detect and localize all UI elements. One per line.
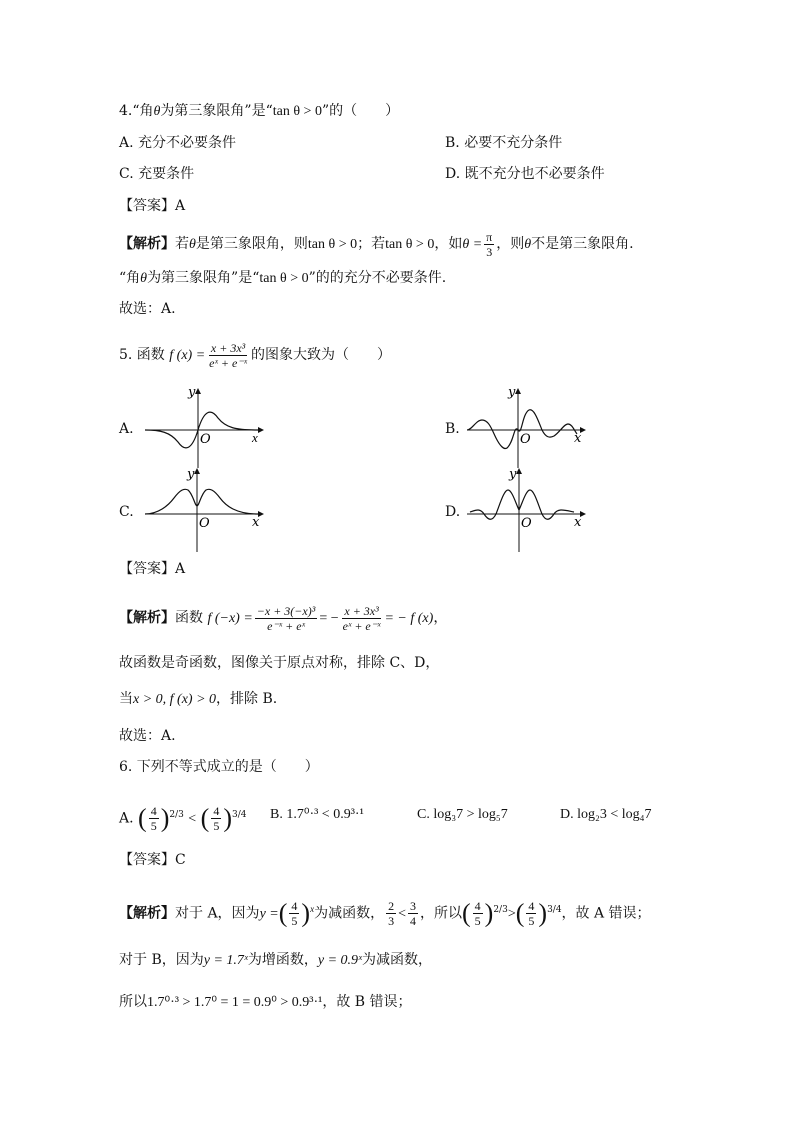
graph-d-origin: O xyxy=(521,516,532,531)
q4-option-a: A. 充分不必要条件 xyxy=(119,135,237,151)
q6-option-a: A. ( $\frac{4}{5}$ )$^{2/3}$ < ( $\frac{4}{5}$ )$^{3/4}$ xyxy=(119,803,247,834)
graph-a xyxy=(140,380,265,470)
three-fourths: $\frac{3}{4}$ xyxy=(409,899,416,929)
four-fifths: $\frac{4}{5}$ xyxy=(150,804,157,834)
four-fifths: $\frac{4}{5}$ xyxy=(291,899,298,929)
q6-option-b: B. 1.7⁰·³ < 0.9³·¹ xyxy=(270,807,364,822)
graph-b-label: B. xyxy=(445,421,460,437)
q4-option-b: B. 必要不充分条件 xyxy=(445,135,563,151)
q4-stem: 4.“角θ为第三象限角”是“tan θ > 0”的（ ） xyxy=(119,103,400,119)
q6-analysis-3: 所以1.7⁰·³ > 1.7⁰ = 1 = 0.9⁰ > 0.9³·¹，故 B 错误； xyxy=(119,994,412,1010)
graph-b-y-label: y xyxy=(508,385,516,400)
graph-a-label: A. xyxy=(119,421,134,437)
graph-d-x-label: x xyxy=(574,515,582,530)
q4-analysis-2: “角θ为第三象限角”是“tan θ > 0”的的充分不必要条件. xyxy=(119,270,447,286)
graph-b-origin: O xyxy=(520,432,531,447)
graph-c-label: C. xyxy=(119,504,134,520)
graph-d xyxy=(462,464,587,554)
q5-answer: 【答案】A xyxy=(119,561,186,577)
graph-d-y-label: y xyxy=(509,467,517,482)
q5-analysis-2: 故函数是奇函数，图像关于原点对称，排除 C、D， xyxy=(119,655,440,671)
q5-analysis-3: 当x > 0, f (x) > 0，排除 B. xyxy=(119,691,278,707)
q5-analysis-fraction-1: $\frac{\text{−x + 3(−x)³}}{\text{e⁻ˣ + eˣ}}$ xyxy=(256,603,316,633)
q4-analysis-1: 【解析】若θ是第三象限角，则tan θ > 0；若tan θ > 0，如θ = $\frac{\pi}{3}$ ，则θ不是第三象限角. xyxy=(119,229,634,259)
q4-option-c: C. 充要条件 xyxy=(119,166,195,182)
q6-analysis-1: 【解析】对于 A，因为y =( $\frac{4}{5}$ )$^x$为减函数， $\frac{2}{3}$ < $\frac{3}{4}$ ，所以( $\frac{4}{5}$ )$^{2/3}$>( $\frac{4}{5}$ )$^{3/4}$，故 A 错误； xyxy=(119,898,651,929)
q5-fraction: $\frac{\text{x + 3x³}}{\text{eˣ + e⁻ˣ}}$ xyxy=(209,340,247,370)
two-thirds: $\frac{2}{3}$ xyxy=(388,899,395,929)
q5-stem: 5. 函数 f (x) = $\frac{\text{x + 3x³}}{\text{eˣ + e⁻ˣ}}$ 的图象大致为（ ） xyxy=(119,340,391,370)
q4-option-d: D. 既不充分也不必要条件 xyxy=(445,166,605,182)
four-fifths: $\frac{4}{5}$ xyxy=(474,899,481,929)
q4-conclusion: 故选：A. xyxy=(119,301,176,317)
graph-b-x-label: x xyxy=(574,431,582,446)
q6-analysis-2: 对于 B，因为y = 1.7ˣ为增函数，y = 0.9ˣ为减函数， xyxy=(119,952,432,968)
graph-c-origin: O xyxy=(199,516,210,531)
q5-analysis-fraction-2: $\frac{\text{x + 3x³}}{\text{eˣ + e⁻ˣ}}$ xyxy=(342,603,381,633)
graph-c-y-label: y xyxy=(187,467,195,482)
graph-a-origin: O xyxy=(200,432,211,447)
q6-answer: 【答案】C xyxy=(119,852,186,868)
graph-a-y-label: y xyxy=(188,385,196,400)
graph-b xyxy=(462,380,587,470)
graph-c-x-label: x xyxy=(252,515,260,530)
q6-option-c: C. log₃7 > log₅7 xyxy=(417,807,508,822)
q5-analysis-1: 【解析】函数 f (−x) = $\frac{\text{−x + 3(−x)³}}{\text{e⁻ˣ + eˣ}}$ = − $\frac{\text{x + 3x³}}{\text{eˣ + e⁻ˣ}}$ = − f (x)， xyxy=(119,603,448,633)
graph-a-x-label: x xyxy=(252,430,258,445)
q6-option-d: D. log₂3 < log₄7 xyxy=(560,807,652,822)
four-fifths: $\frac{4}{5}$ xyxy=(528,899,535,929)
four-fifths: $\frac{4}{5}$ xyxy=(213,804,220,834)
graph-d-label: D. xyxy=(445,504,461,520)
graph-c xyxy=(140,464,265,554)
q6-stem: 6. 下列不等式成立的是（ ） xyxy=(119,759,319,775)
q5-conclusion: 故选：A. xyxy=(119,728,176,744)
pi-over-three: $\frac{\pi}{3}$ xyxy=(486,229,493,259)
q4-answer: 【答案】A xyxy=(119,198,186,214)
